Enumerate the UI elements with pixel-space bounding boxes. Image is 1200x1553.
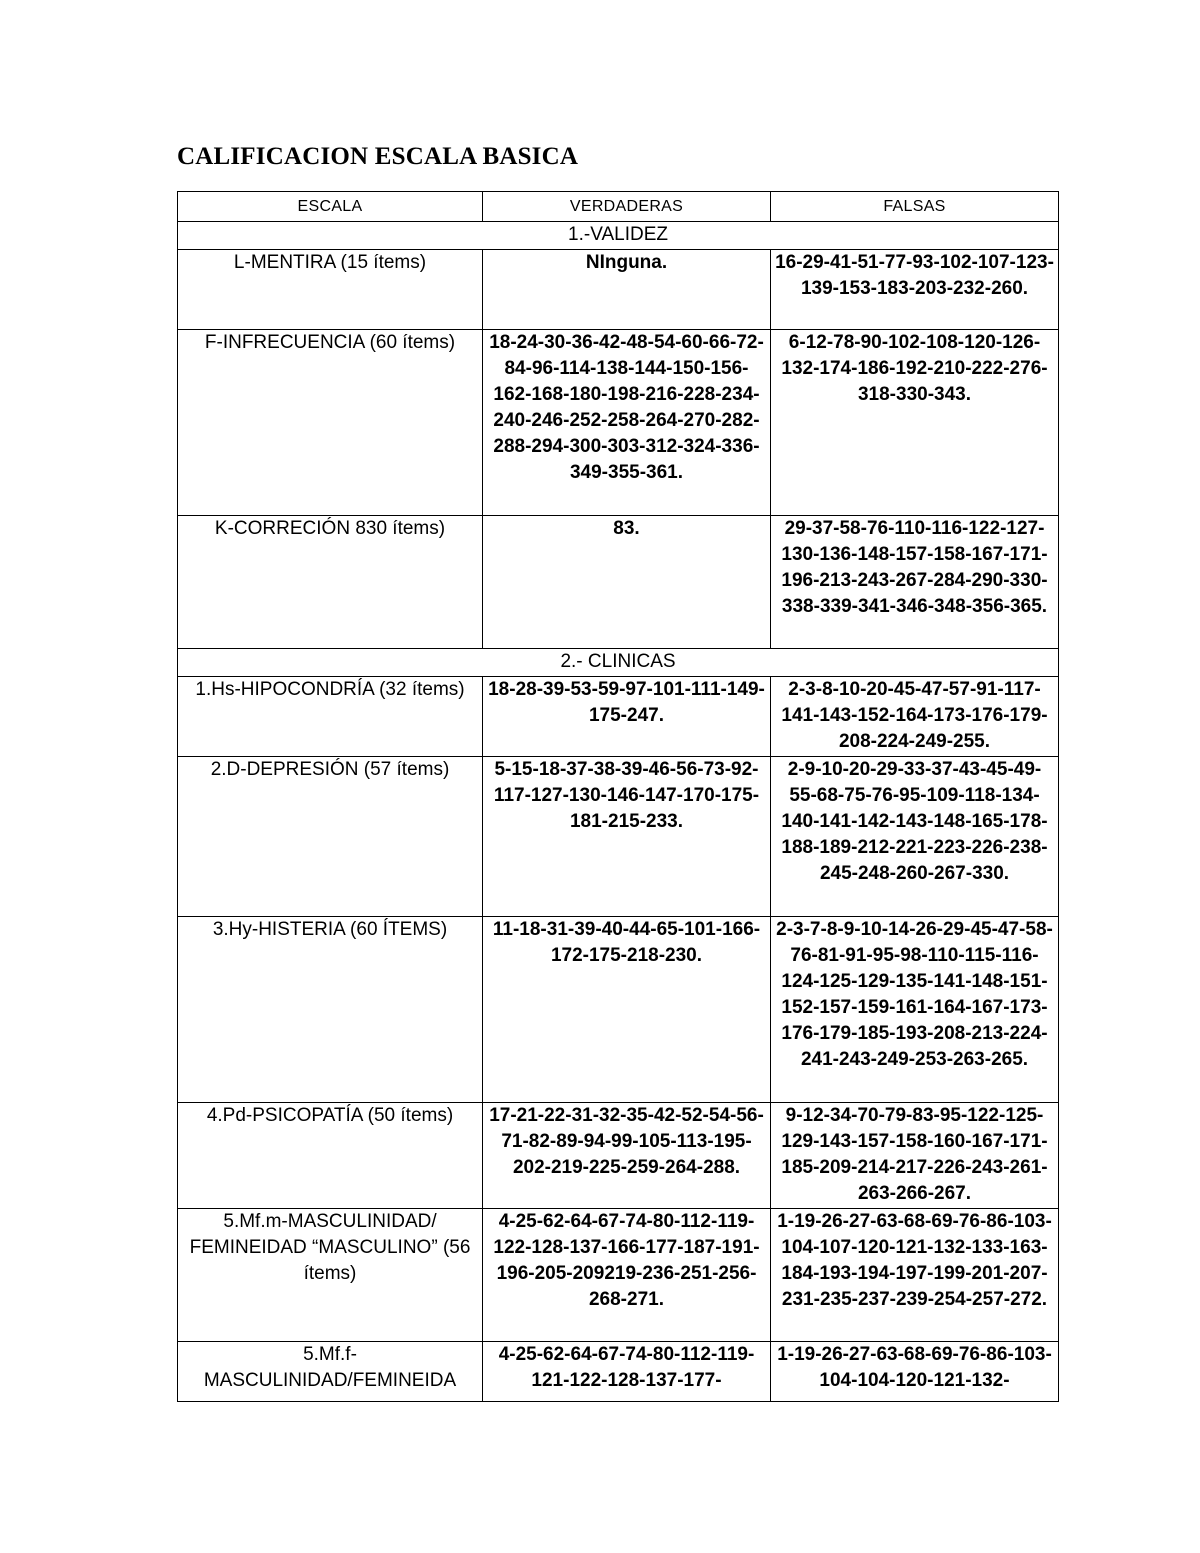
falsas-cell: 1-19-26-27-63-68-69-76-86-103-104-107-120-121-132-133-163-184-193-194-197-199-201-207-231-235-237-239-254-257-272. bbox=[771, 1209, 1059, 1342]
table-row bbox=[178, 516, 1059, 649]
falsas-cell: 1-19-26-27-63-68-69-76-86-103-104-104-120-121-132- bbox=[771, 1342, 1059, 1402]
falsas-cell: 16-29-41-51-77-93-102-107-123-139-153-183-203-232-260. bbox=[771, 250, 1059, 330]
table-row bbox=[178, 757, 1059, 917]
verdaderas-cell: 11-18-31-39-40-44-65-101-166-172-175-218-230. bbox=[483, 917, 771, 1103]
escala-cell: L-MENTIRA (15 ítems) bbox=[178, 250, 483, 330]
falsas-cell: 29-37-58-76-110-116-122-127-130-136-148-157-158-167-171-196-213-243-267-284-290-330-338-339-341-346-348-356-365. bbox=[771, 516, 1059, 649]
falsas-cell: 6-12-78-90-102-108-120-126-132-174-186-192-210-222-276-318-330-343. bbox=[771, 330, 1059, 516]
escala-cell: 5.Mf.m-MASCULINIDAD/ FEMINEIDAD “MASCULINO” (56 ítems) bbox=[178, 1209, 483, 1342]
header-verdaderas: VERDADERAS bbox=[483, 192, 771, 222]
escala-cell: 3.Hy-HISTERIA (60 ÍTEMS) bbox=[178, 917, 483, 1103]
verdaderas-cell: 83. bbox=[483, 516, 771, 649]
verdaderas-cell: 4-25-62-64-67-74-80-112-119-122-128-137-166-177-187-191-196-205-209219-236-251-256-268-271. bbox=[483, 1209, 771, 1342]
escala-cell: F-INFRECUENCIA (60 ítems) bbox=[178, 330, 483, 516]
escala-cell: 1.Hs-HIPOCONDRÍA (32 ítems) bbox=[178, 677, 483, 757]
scoring-table bbox=[177, 191, 1059, 1402]
falsas-cell: 2-9-10-20-29-33-37-43-45-49-55-68-75-76-95-109-118-134-140-141-142-143-148-165-178-188-189-212-221-223-226-238-245-248-260-267-330. bbox=[771, 757, 1059, 917]
verdaderas-cell: 17-21-22-31-32-35-42-52-54-56-71-82-89-94-99-105-113-195-202-219-225-259-264-288. bbox=[483, 1103, 771, 1209]
section-clinicas: 2.- CLINICAS bbox=[178, 649, 1059, 677]
escala-cell: 5.Mf.f-MASCULINIDAD/FEMINEIDA bbox=[178, 1342, 483, 1402]
section-validez: 1.-VALIDEZ bbox=[178, 222, 1059, 250]
table-row bbox=[178, 917, 1059, 1103]
table-row bbox=[178, 1209, 1059, 1342]
escala-cell: K-CORRECIÓN 830 ítems) bbox=[178, 516, 483, 649]
verdaderas-cell: 4-25-62-64-67-74-80-112-119-121-122-128-137-177- bbox=[483, 1342, 771, 1402]
verdaderas-cell: 18-28-39-53-59-97-101-111-149-175-247. bbox=[483, 677, 771, 757]
falsas-cell: 9-12-34-70-79-83-95-122-125-129-143-157-158-160-167-171-185-209-214-217-226-243-261-263-266-267. bbox=[771, 1103, 1059, 1209]
falsas-cell: 2-3-7-8-9-10-14-26-29-45-47-58-76-81-91-95-98-110-115-116-124-125-129-135-141-148-151-152-157-159-161-164-167-173-176-179-185-193-208-213-224-241-243-249-253-263-265. bbox=[771, 917, 1059, 1103]
escala-cell: 2.D-DEPRESIÓN (57 ítems) bbox=[178, 757, 483, 917]
falsas-cell: 2-3-8-10-20-45-47-57-91-117-141-143-152-164-173-176-179-208-224-249-255. bbox=[771, 677, 1059, 757]
header-falsas: FALSAS bbox=[771, 192, 1059, 222]
table-row bbox=[178, 1342, 1059, 1402]
table-row bbox=[178, 330, 1059, 516]
verdaderas-cell: NInguna. bbox=[483, 250, 771, 330]
page-title: CALIFICACION ESCALA BASICA bbox=[177, 143, 579, 170]
table-row bbox=[178, 1103, 1059, 1209]
section-row-clinicas bbox=[178, 649, 1059, 677]
table-row bbox=[178, 250, 1059, 330]
header-row bbox=[178, 192, 1059, 222]
verdaderas-cell: 18-24-30-36-42-48-54-60-66-72-84-96-114-138-144-150-156-162-168-180-198-216-228-234-240-246-252-258-264-270-282-288-294-300-303-312-324-336-349-355-361. bbox=[483, 330, 771, 516]
header-escala: ESCALA bbox=[178, 192, 483, 222]
table-row bbox=[178, 677, 1059, 757]
section-row-validez bbox=[178, 222, 1059, 250]
escala-cell: 4.Pd-PSICOPATÍA (50 ítems) bbox=[178, 1103, 483, 1209]
verdaderas-cell: 5-15-18-37-38-39-46-56-73-92-117-127-130-146-147-170-175-181-215-233. bbox=[483, 757, 771, 917]
